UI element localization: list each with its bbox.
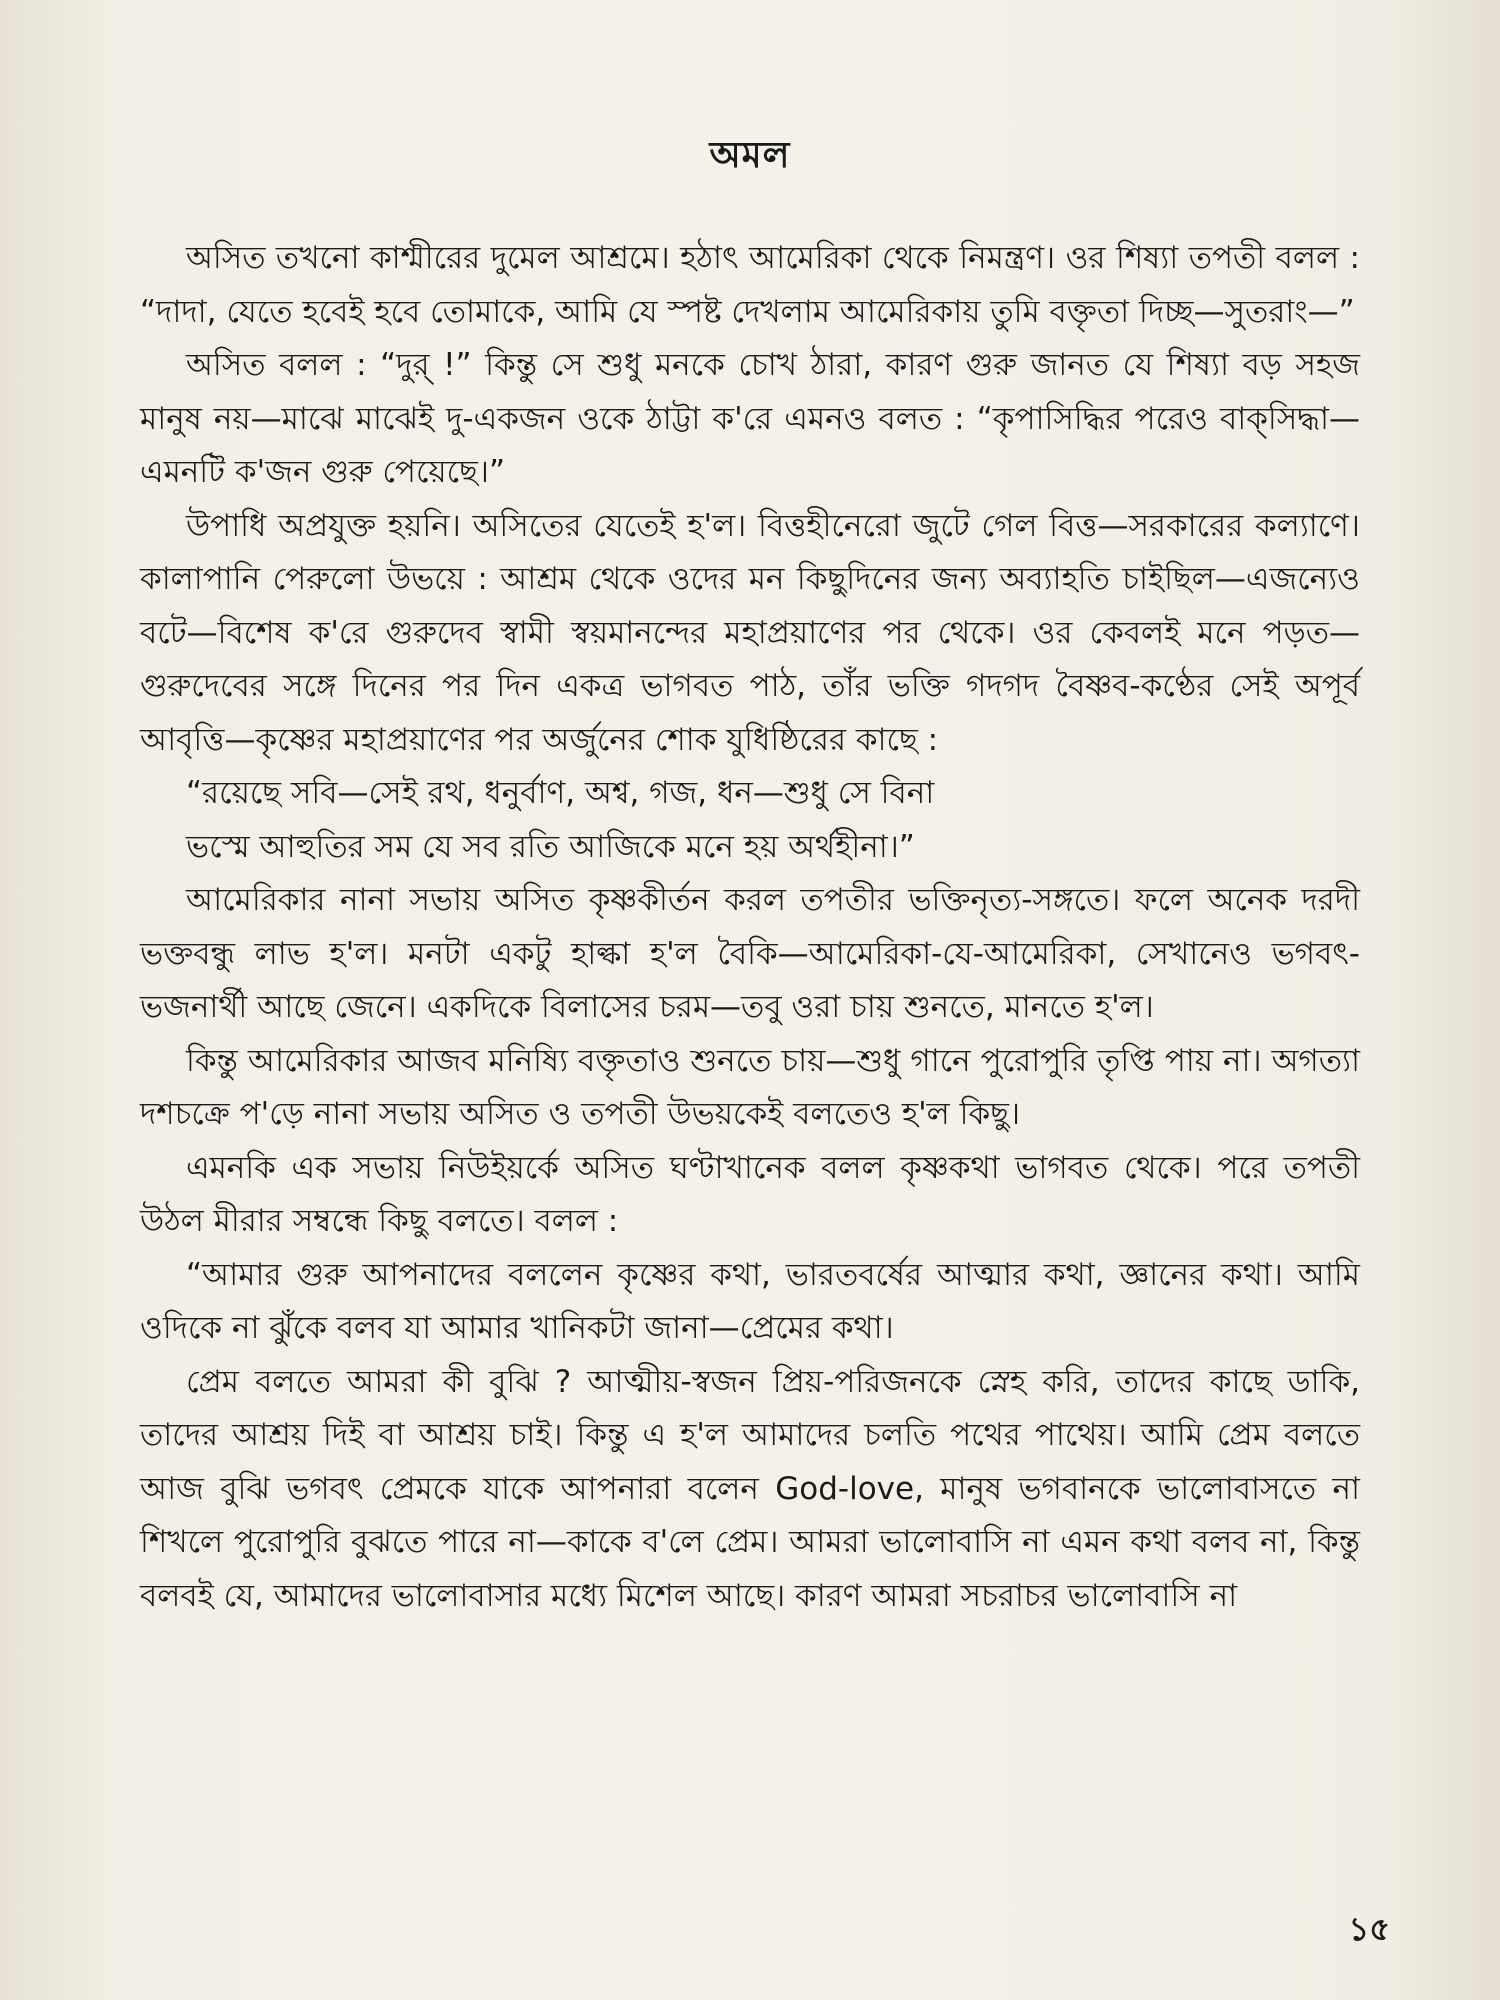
page-body bbox=[140, 232, 1360, 1623]
paragraph-4: আমেরিকার নানা সভায় অসিত কৃষ্ণকীর্তন করল তপতীর ভক্তিনৃত্য-সঙ্গতে। ফলে অনেক দরদী ভক্তবন্ধু লাভ হ'ল। মনটা একটু হাল্কা হ'ল বৈকি—আমেরিকা-যে-আমেরিকা, সেখানেও ভগবৎ-ভজনার্থী আছে জেনে। একদিকে বিলাসের চরম—তবু ওরা চায় শুনতে, মানতে হ'ল। bbox=[140, 882, 1360, 1025]
paragraph-7: “আমার গুরু আপনাদের বললেন কৃষ্ণের কথা, ভারতবর্ষের আত্মার কথা, জ্ঞানের কথা। আমি ওদিকে না ঝুঁকে বলব যা আমার খানিকটা জানা—প্রেমের কথা। bbox=[140, 1256, 1360, 1346]
paragraph-6: এমনকি এক সভায় নিউইয়র্কে অসিত ঘণ্টাখানেক বলল কৃষ্ণকথা ভাগবত থেকে। পরে তপতী উঠল মীরার সম্বন্ধে কিছু বলতে। বলল : bbox=[140, 1149, 1360, 1239]
paragraph-3: উপাধি অপ্রযুক্ত হয়নি। অসিতের যেতেই হ'ল। বিত্তহীনেরো জুটে গেল বিত্ত—সরকারের কল্যাণে। কালাপানি পেরুলো উভয়ে : আশ্রম থেকে ওদের মন কিছুদিনের জন্য অব্যাহতি চাইছিল—এজন্যেও বটে—বিশেষ ক'রে গুরুদেব স্বামী স্বয়মানন্দের মহাপ্রয়াণের পর থেকে। ওর কেবলই মনে পড়ত—গুরুদেবের সঙ্গে দিনের পর দিন একত্র ভাগবত পাঠ, তাঁর ভক্তি গদগদ বৈষ্ণব-কণ্ঠের সেই অপূর্ব আবৃত্তি—কৃষ্ণের মহাপ্রয়াণের পর অর্জুনের শোক যুধিষ্ঠিরের কাছে : bbox=[140, 507, 1360, 758]
page-number: ১৫ bbox=[1348, 1910, 1390, 1948]
paragraph-1: অসিত তখনো কাশ্মীরের দুমেল আশ্রমে। হঠাৎ আমেরিকা থেকে নিমন্ত্রণ। ওর শিষ্যা তপতী বলল : “দাদা, যেতে হবেই হবে তোমাকে, আমি যে স্পষ্ট দেখলাম আমেরিকায় তুমি বক্তৃতা দিচ্ছ—সুতরাং—” bbox=[140, 240, 1360, 330]
verse-line-1: “রয়েছে সবি—সেই রথ, ধনুর্বাণ, অশ্ব, গজ, ধন—শুধু সে বিনা bbox=[186, 775, 935, 811]
chapter-title: অমল bbox=[709, 135, 791, 176]
paragraph-5: কিন্তু আমেরিকার আজব মনিষ্যি বক্তৃতাও শুনতে চায়—শুধু গানে পুরোপুরি তৃপ্তি পায় না। অগত্যা দশচক্রে প'ড়ে নানা সভায় অসিত ও তপতী উভয়কেই বলতেও হ'ল কিছু। bbox=[140, 1042, 1360, 1132]
verse-block bbox=[140, 767, 1360, 874]
verse-line-2: ভস্মে আহুতির সম যে সব রতি আজিকে মনে হয় অর্থহীনা।” bbox=[186, 828, 915, 865]
paragraph-8: প্রেম বলতে আমরা কী বুঝি ? আত্মীয়-স্বজন প্রিয়-পরিজনকে স্নেহ করি, তাদের কাছে ডাকি, তাদের আশ্রয় দিই বা আশ্রয় চাই। কিন্তু এ হ'ল আমাদের চলতি পথের পাথেয়। আমি প্রেম বলতে আজ বুঝি ভগবৎ প্রেমকে যাকে আপনারা বলেন God-love, মানুষ ভগবানকে ভালোবাসতে না শিখলে পুরোপুরি বুঝতে পারে না—কাকে ব'লে প্রেম। আমরা ভালোবাসি না এমন কথা বলব না, কিন্তু বলবই যে, আমাদের ভালোবাসার মধ্যে মিশেল আছে। কারণ আমরা সচরাচর ভালোবাসি না bbox=[140, 1363, 1360, 1614]
paragraph-2: অসিত বলল : “দুর্ !” কিন্তু সে শুধু মনকে চোখ ঠারা, কারণ গুরু জানত যে শিষ্যা বড় সহজ মানুষ নয়—মাঝে মাঝেই দু-একজন ওকে ঠাট্টা ক'রে এমনও বলত : “কৃপাসিদ্ধির পরেও বাক্‌সিদ্ধা—এমনটি ক'জন গুরু পেয়েছে।” bbox=[140, 347, 1360, 490]
